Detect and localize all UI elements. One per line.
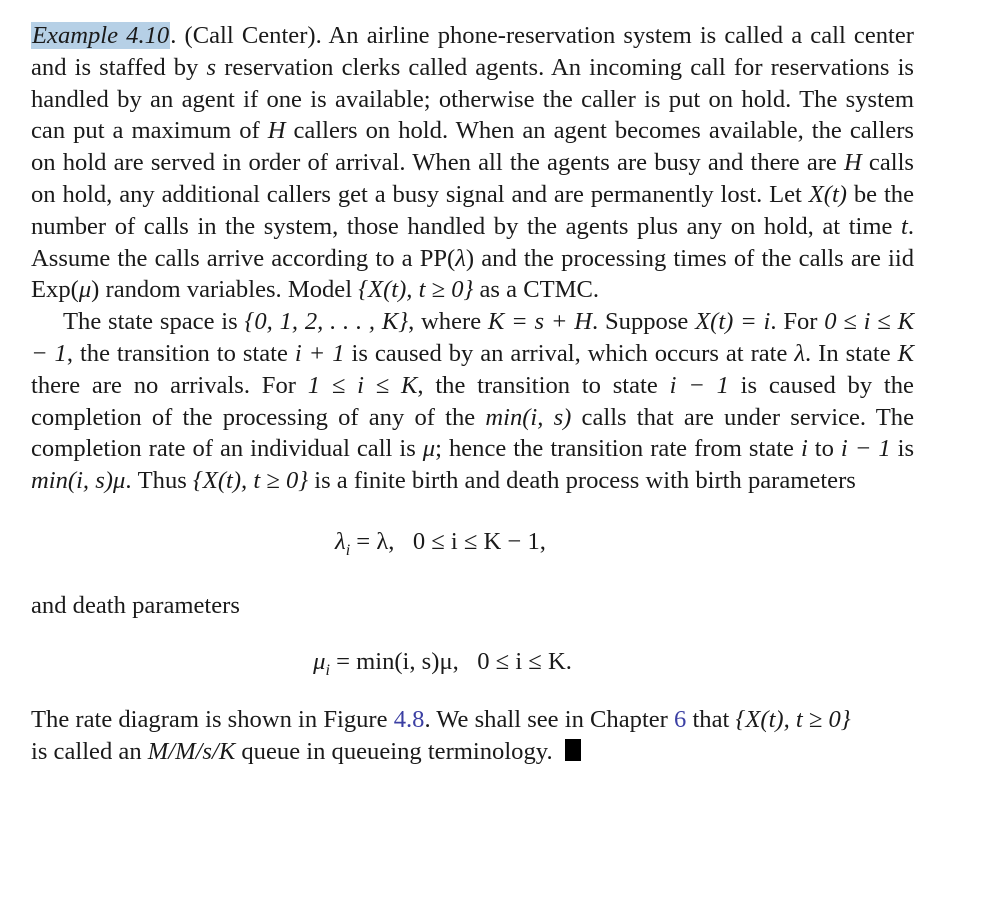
eq-mu-sub: i	[325, 661, 330, 679]
paragraph-state-space	[31, 306, 914, 497]
math-i-minus-1: i − 1	[840, 435, 891, 463]
math-i-plus-1: i + 1	[294, 339, 345, 367]
math-state-space: {0, 1, 2, . . . , K}	[244, 308, 409, 336]
paragraph-intro	[31, 20, 914, 306]
text-run: . For	[770, 308, 825, 336]
math-process: {X(t), t ≥ 0}	[358, 276, 474, 304]
math-min-is-mu: min(i, s)μ	[31, 467, 126, 495]
text-run: to	[807, 435, 841, 463]
example-label-suffix: .	[170, 22, 177, 49]
text-run: is caused by the completion of the processing of any of the	[31, 371, 914, 431]
text-and-death: and death parameters	[31, 591, 240, 619]
example-title: (Call Center).	[184, 22, 322, 49]
math-t: t	[901, 212, 908, 240]
text-run: . In state	[805, 339, 898, 367]
text-run: , where	[408, 308, 488, 336]
text-run: ; hence the transition rate from state	[435, 435, 801, 463]
eq-lambda-lhs: λ	[335, 527, 346, 555]
chapter-link[interactable]: 6	[674, 705, 687, 733]
text-run: . We shall see in Chapter	[424, 705, 675, 733]
text-run: , the transition to state	[66, 339, 295, 367]
text-run: be the number of calls in the system, those handled by the agents plus any on hold, at time	[31, 180, 914, 240]
math-lambda: λ	[794, 339, 806, 367]
example-label[interactable]: Example 4.10	[32, 22, 170, 49]
math-i-minus-1: i − 1	[669, 371, 729, 399]
text-run: is called an	[31, 737, 148, 765]
math-s: s	[206, 53, 217, 81]
math-mmsk: M/M/s/K	[147, 737, 236, 765]
text-run: there are no arrivals. For	[31, 371, 308, 399]
text-run: . Suppose	[592, 308, 696, 336]
paragraph-rate-diagram	[31, 704, 914, 768]
qed-square-icon	[565, 739, 581, 761]
math-min-is: min(i, s)	[485, 403, 572, 431]
text-run: is a finite birth and death process with birth parameters	[308, 467, 856, 495]
text-run: reservation clerks called agents. An incoming call for reservations is handled by an agent if one is available; otherwise the caller is put on hold. The system can put a maximum of	[31, 53, 914, 145]
text-run: that	[686, 705, 736, 733]
math-process: {X(t), t ≥ 0}	[735, 705, 851, 733]
text-run: The rate diagram is shown in Figure	[31, 705, 394, 733]
text-run: calls that are under service. The completion rate of an individual call is	[31, 403, 914, 463]
math-mu: μ	[78, 276, 92, 304]
math-Xt: X(t)	[808, 180, 847, 208]
text-run: . Thus	[125, 467, 193, 495]
equation-birth-parameters	[0, 526, 882, 558]
text-run: . Assume the calls arrive according to a PP(	[31, 212, 914, 272]
text-run: , the transition to state	[417, 371, 670, 399]
math-range-birth: 0 ≤ i ≤ K − 1	[31, 308, 915, 367]
eq-lambda-rhs: = λ, 0 ≤ i ≤ K − 1,	[350, 527, 546, 555]
text-run: The state space is	[63, 308, 245, 336]
text-run: An airline phone-reservation system is called a call center and is staffed by	[31, 22, 914, 81]
math-H: H	[844, 149, 862, 177]
math-lambda: λ	[455, 244, 466, 272]
text-run: calls on hold, any additional callers get a busy signal and are permanently lost. Let	[31, 149, 914, 208]
text-run: is	[890, 435, 915, 463]
math-process: {X(t), t ≥ 0}	[192, 467, 309, 495]
text-run: queue in queueing terminology.	[235, 737, 553, 765]
text-run: callers on hold. When an agent becomes available, the callers on hold are served in order of arrival. When all the agents are busy and there are	[31, 117, 914, 177]
text-run: ) random variables. Model	[91, 276, 359, 304]
math-K: K	[897, 339, 914, 367]
eq-mu-rhs: = min(i, s)μ, 0 ≤ i ≤ K.	[329, 647, 572, 675]
equation-death-parameters	[1, 646, 884, 678]
math-mu: μ	[422, 435, 436, 463]
eq-lambda-sub: i	[345, 541, 351, 559]
math-Xt-eq-i: X(t) = i	[695, 308, 771, 336]
eq-mu-lhs: μ	[313, 647, 326, 675]
figure-link[interactable]: 4.8	[393, 705, 425, 733]
math-i: i	[800, 435, 808, 463]
math-H: H	[267, 117, 286, 145]
math-range-death: 1 ≤ i ≤ K	[307, 371, 418, 399]
text-run: ) and the processing times of the calls are iid Exp(	[31, 244, 914, 304]
page	[31, 20, 914, 767]
text-run: as a CTMC.	[473, 276, 600, 304]
math-K-def: K = s + H	[487, 308, 593, 336]
text-run: is caused by an arrival, which occurs at rate	[344, 339, 795, 367]
